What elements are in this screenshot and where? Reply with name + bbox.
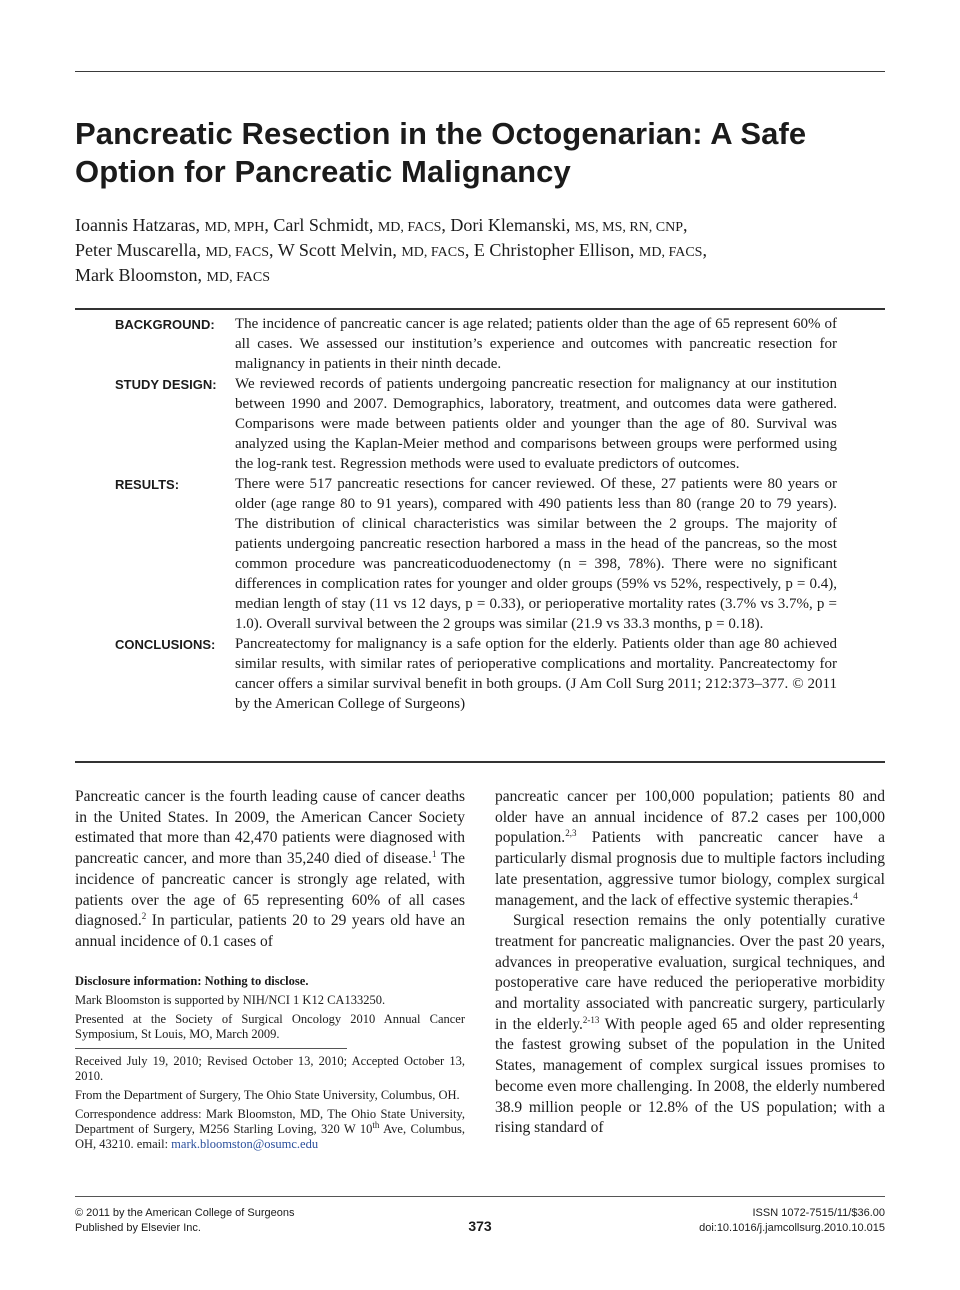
article-title: Pancreatic Resection in the Octogenarian: A Safe Option for Pancreatic Malignancy [75, 116, 807, 189]
affiliation-note: From the Department of Surgery, The Ohio State University, Columbus, OH. [75, 1088, 460, 1102]
author-name: Peter Muscarella [75, 240, 197, 260]
body-column-left [75, 787, 465, 953]
issn-text: ISSN 1072-7515/11/$36.00 [752, 1207, 885, 1219]
footer-left [75, 1206, 294, 1236]
received-note: Received July 19, 2010; Revised October 13, 2010; Accepted October 13, 2010. [75, 1054, 465, 1083]
presented-note: Presented at the Society of Surgical Oncology 2010 Annual Cancer Symposium, St Louis, MO, March 2009. [75, 1012, 465, 1041]
top-rule [75, 71, 885, 72]
body-column-right [495, 787, 885, 1139]
conclusions-label: CONCLUSIONS: [115, 637, 216, 652]
abstract-results [115, 474, 837, 634]
body-text: In particular, patients 20 to 29 years old have an annual incidence of 0.1 cases of [75, 912, 465, 950]
background-label: BACKGROUND: [115, 317, 215, 332]
disclosure-note: Disclosure information: Nothing to disclose. [75, 974, 309, 988]
citation-ref: 4 [853, 890, 858, 901]
conclusions-text: Pancreatectomy for malignancy is a safe option for the elderly. Patients older than age 80 achieved similar results, with similar rates of perioperative complications and mortality. Pancreatectomy for cancer offers a similar survival benefit in both groups. (J Am Coll Surg 2011; 212:373–377. © 2011 by the American College of Surgeons) [235, 636, 837, 712]
author-list: Ioannis Hatzaras, MD, MPH, Carl Schmidt, MD, FACS, Dori Klemanski, MS, MS, RN, CNP, Peter Muscarella, MD, FACS, W Scott Melvin, MD, FACS, E Christopher Ellison, MD, FACS, Mark Bloomston, MD, FACS [75, 215, 707, 285]
publisher-text: Published by Elsevier Inc. [75, 1222, 201, 1234]
author-credentials: MD, FACS [638, 245, 703, 260]
background-text: The incidence of pancreatic cancer is age related; patients older than the age of 65 represent 60% of all cases. We assessed our institution’s experience and outcomes with pancreatic resection for malignancy in patients in their ninth decade. [235, 316, 837, 372]
author-credentials: MD, FACS [401, 245, 465, 260]
footer-rule [75, 1196, 885, 1197]
body-text: Pancreatic cancer is the fourth leading cause of cancer deaths in the United States. In 2009, the American Cancer Society estimated that more than 42,470 patients were diagnosed with pancreatic cancer, and more than 35,240 died of disease. [75, 788, 465, 868]
abstract-background [115, 314, 837, 374]
author-credentials: MD, FACS [206, 270, 271, 285]
notes-divider [75, 1048, 347, 1049]
citation-ref: 2-13 [582, 1014, 600, 1025]
abstract-bottom-rule [75, 761, 885, 763]
author-name: Ioannis Hatzaras [75, 215, 196, 235]
superscript: th [372, 1119, 380, 1130]
author-name: W Scott Melvin [277, 240, 393, 260]
author-credentials: MD, FACS [205, 245, 269, 260]
correspondence-note [75, 1107, 465, 1152]
citation-ref: 2 [141, 911, 147, 922]
study-design-text: We reviewed records of patients undergoing pancreatic resection for malignancy at our institution between 1990 and 2007. Demographics, laboratory, treatment, and outcomes data were gathered. Comparisons were made between patients older and younger than the age of 80. Survival was analyzed using the Kaplan-Meier method and comparisons between groups were performed using the log-rank test. Regression methods were used to evaluate predictors of outcomes. [235, 376, 837, 472]
body-text: pancreatic cancer per 100,000 population; patients 80 and older have an annual incidence of 87.2 cases per 100,000 population. [495, 788, 885, 847]
correspondence-text: Correspondence address: Mark Bloomston, MD, The Ohio State University, Department of Surgery, M256 Starling Loving, 320 W 10 [75, 1107, 465, 1136]
body-text: With people aged 65 and older representing the fastest growing subset of the population in the United States, management of complex surgical issues promises to become even more challenging. In 2008, the elderly numbered 38.9 million people or 12.8% of the US population; with a rising standard of [495, 1015, 885, 1137]
article-notes [75, 974, 465, 1156]
citation-ref: 2,3 [565, 828, 577, 839]
email-link[interactable]: mark.bloomston@osumc.edu [171, 1137, 319, 1151]
body-text: The incidence of pancreatic cancer is strongly age related, with patients over the age of 65 representing 60% of all cases diagnosed. [75, 850, 465, 930]
results-text: There were 517 pancreatic resections for cancer reviewed. Of these, 27 patients were 80 years or older (age range 80 to 91 years), compared with 490 patients less than 80 (range 20 to 79 years). The distribution of clinical characteristics was similar between the 2 groups. The majority of patients undergoing pancreatic resection harbored a mass in the head of the pancreas, so the most common procedure was pancreaticoduodenectomy (n = 398, 78%). There were no significant differences in complication rates for younger and older groups (59% vs 52%, respectively, p = 0.4), median length of stay (11 vs 12 days, p = 0.33), or perioperative mortality rates (3.7% vs 3.7%, p = 1.0). Overall survival between the 2 groups was similar (21.9 vs 33.3 months, p = 0.18). [235, 476, 837, 632]
study-design-label: STUDY DESIGN: [115, 377, 217, 392]
author-credentials: MS, MS, RN, CNP [574, 220, 684, 235]
correspondence-text: Ave, Columbus, OH, 43210. email: [75, 1122, 465, 1151]
body-paragraph [495, 911, 885, 1139]
author-name: Mark Bloomston [75, 265, 198, 285]
abstract-study-design [115, 374, 837, 474]
author-name: E Christopher Ellison [473, 240, 630, 260]
page-number: 373 [468, 1218, 492, 1234]
author-credentials: MD, MPH [204, 220, 265, 235]
results-label: RESULTS: [115, 477, 180, 492]
body-paragraph [495, 787, 885, 911]
copyright-text: © 2011 by the American College of Surgeons [75, 1207, 295, 1219]
author-name: Carl Schmidt [273, 215, 369, 235]
footer-right [699, 1206, 885, 1236]
abstract-conclusions [115, 634, 837, 714]
abstract-top-rule [75, 308, 885, 310]
doi-text: doi:10.1016/j.jamcollsurg.2010.10.015 [699, 1222, 885, 1234]
support-note: Mark Bloomston is supported by NIH/NCI 1 K12 CA133250. [75, 993, 386, 1007]
author-credentials: MD, FACS [377, 220, 442, 235]
author-name: Dori Klemanski [450, 215, 566, 235]
abstract [115, 314, 837, 714]
body-text: Surgical resection remains the only potentially curative treatment for pancreatic malignancies. Over the past 20 years, advances in preoperative evaluation, surgical techniques, and postoperative care have reduced the perioperative morbidity and mortality associated with pancreatic surgery, particularly in the elderly. [495, 912, 885, 1033]
body-paragraph [75, 787, 465, 953]
citation-ref: 1 [431, 848, 437, 859]
body-text: Patients with pancreatic cancer have a particularly dismal prognosis due to multiple factors including late presentation, aggressive tumor biology, complex surgical management, and the lack of effective systemic therapies. [495, 829, 885, 909]
